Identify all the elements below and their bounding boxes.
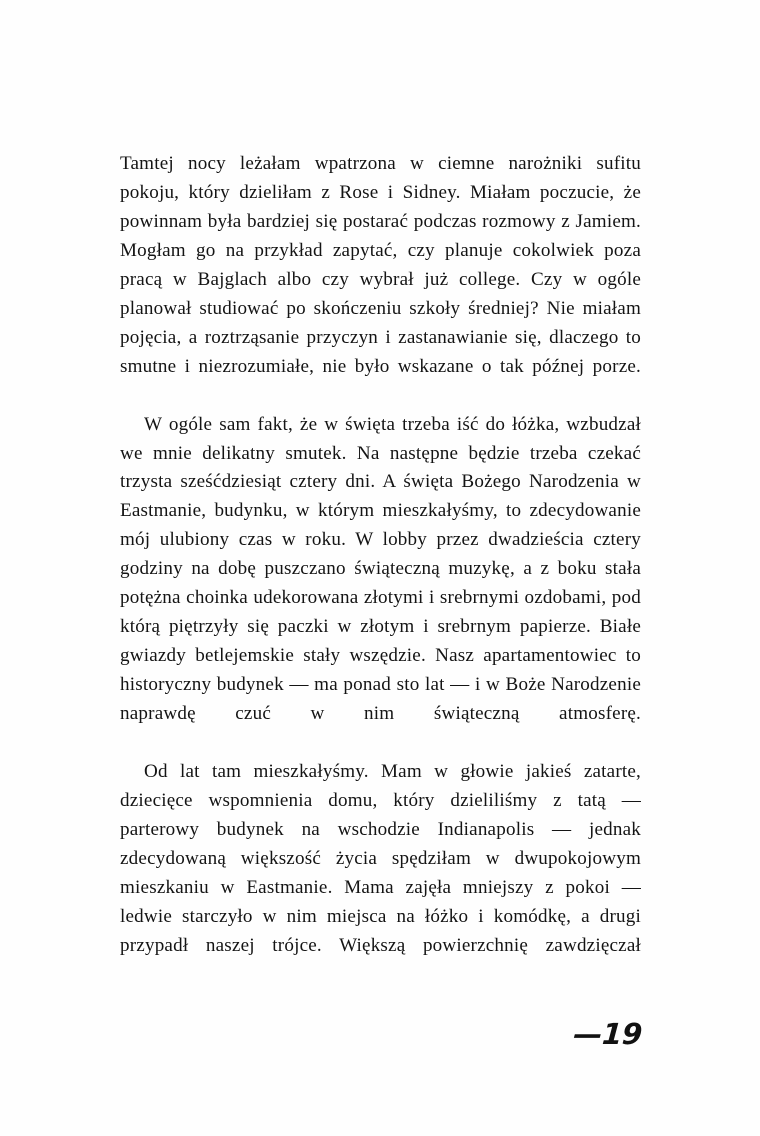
body-text-column <box>120 150 641 990</box>
paragraph-1: Tamtej nocy leżałam wpatrzona w ciemne narożniki sufitu pokoju, który dzieliłam z Rose i Sidney. Miałam poczucie, że powinnam była bardziej się postarać podczas rozmowy z Jamiem. Mogłam go na przykład zapytać, czy planuje cokolwiek poza pracą w Bajglach albo czy wybrał już college. Czy w ogóle planował studiować po skończeniu szkoły średniej? Nie miałam pojęcia, a roztrząsanie przyczyn i zastanawianie się, dlaczego to smutne i niezrozumiałe, nie było wskazane o tak późnej porze. <box>120 153 641 377</box>
paragraph-3: Od lat tam mieszkałyśmy. Mam w głowie jakieś zatarte, dziecięce wspomnienia domu, który dzieliliśmy z tatą — parterowy budynek na wschodzie Indianapolis — jednak zdecydowaną większość życia spędziłam w dwupokojowym mieszkaniu w Eastmanie. Mama zajęła mniejszy z pokoi — ledwie starczyło w nim miejsca na łóżko i komódkę, a drugi przypadł naszej trójce. Większą powierzchnię zawdzięczał <box>120 761 641 956</box>
paragraph-2: W ogóle sam fakt, że w święta trzeba iść do łóżka, wzbudzał we mnie delikatny smutek. Na następne będzie trzeba czekać trzysta sześćdziesiąt cztery dni. A święta Bożego Narodzenia w Eastmanie, budynku, w którym mieszkałyśmy, to zdecydowanie mój ulubiony czas w roku. W lobby przez dwadzieścia cztery godziny na dobę puszczano świąteczną muzykę, a z boku stała potężna choinka udekorowana złotymi i srebrnymi ozdobami, pod którą piętrzyły się paczki w złotym i srebrnym papierze. Białe gwiazdy betlejemskie stały wszędzie. Nasz apartamentowiec to historyczny budynek — ma ponad sto lat — i w Boże Narodzenie naprawdę czuć w nim świąteczną atmosferę. <box>120 413 641 725</box>
page-number: —19 <box>572 1017 644 1051</box>
